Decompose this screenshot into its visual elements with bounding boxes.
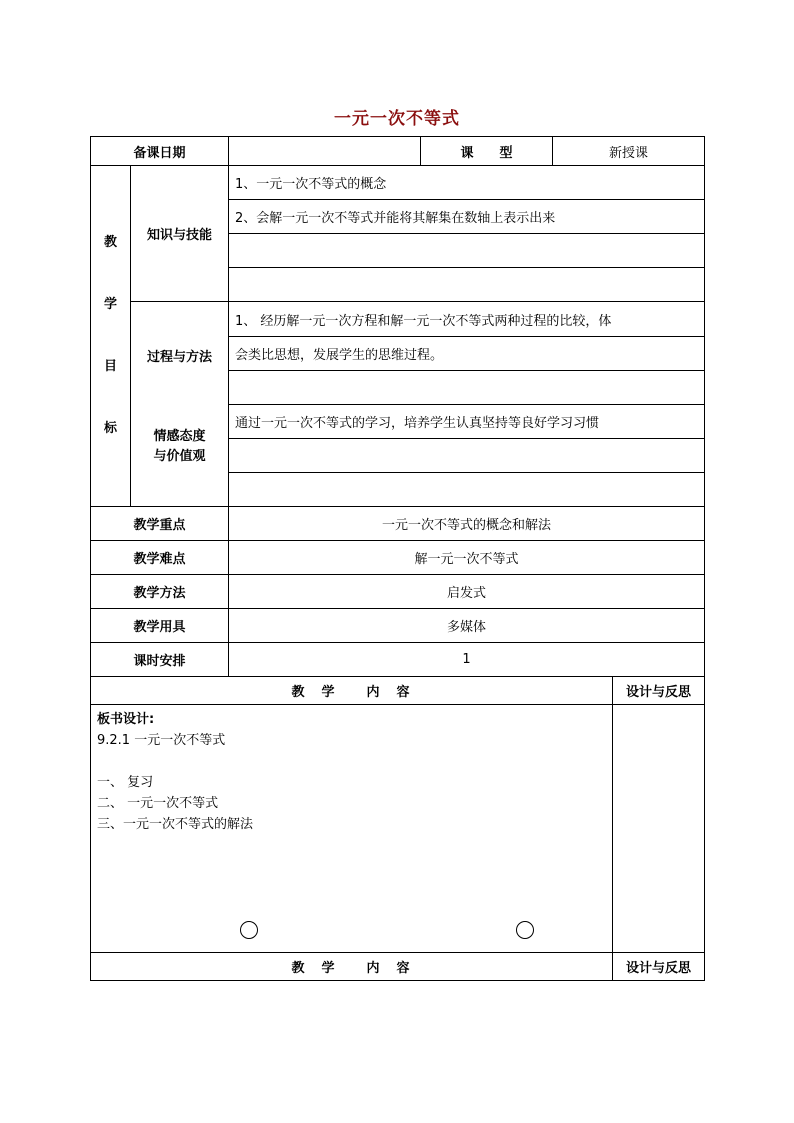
goals-char-1: 教 bbox=[103, 235, 117, 250]
board-item: 一、 复习 bbox=[97, 775, 154, 790]
knowledge-line bbox=[229, 234, 705, 268]
type-label: 课 型 bbox=[421, 137, 553, 166]
row-label: 教学方法 bbox=[91, 575, 229, 609]
row-value: 多媒体 bbox=[229, 609, 705, 643]
content-header-row bbox=[91, 677, 705, 705]
circle-mark bbox=[240, 921, 258, 939]
lesson-plan-table bbox=[90, 136, 705, 981]
row-label: 教学用具 bbox=[91, 609, 229, 643]
board-item: 三、一元一次不等式的解法 bbox=[97, 817, 254, 832]
process-emotion-label-cell bbox=[131, 302, 229, 507]
content-label: 教 学 内 容 bbox=[91, 953, 613, 981]
goals-group-cell bbox=[91, 166, 131, 507]
reflection-label: 设计与反思 bbox=[613, 677, 705, 705]
reflection-label: 设计与反思 bbox=[613, 953, 705, 981]
row-value: 解一元一次不等式 bbox=[229, 541, 705, 575]
page-title: 一元一次不等式 bbox=[334, 109, 460, 129]
content-label: 教 学 内 容 bbox=[91, 677, 613, 705]
footer-header-row bbox=[91, 953, 705, 981]
process-label: 过程与方法 bbox=[147, 350, 213, 365]
row-label: 课时安排 bbox=[91, 643, 229, 677]
board-cell bbox=[91, 705, 613, 953]
process-line: 会类比思想，发展学生的思维过程。 bbox=[229, 337, 705, 371]
emotion-line: 通过一元一次不等式的学习，培养学生认真坚持等良好学习习惯 bbox=[229, 405, 705, 439]
knowledge-line: 2、会解一元一次不等式并能将其解集在数轴上表示出来 bbox=[229, 200, 705, 234]
row-value: 一元一次不等式的概念和解法 bbox=[229, 507, 705, 541]
board-subtitle: 9.2.1 一元一次不等式 bbox=[97, 733, 226, 748]
goals-char-3: 目 bbox=[103, 359, 117, 374]
row-method bbox=[91, 575, 705, 609]
row-value: 1 bbox=[229, 643, 705, 677]
knowledge-label: 知识与技能 bbox=[131, 166, 229, 302]
circle-mark bbox=[516, 921, 534, 939]
emotion-line bbox=[229, 439, 705, 473]
row-schedule bbox=[91, 643, 705, 677]
goals-char-4: 标 bbox=[103, 421, 117, 436]
process-line bbox=[229, 371, 705, 405]
type-value: 新授课 bbox=[553, 137, 705, 166]
row-key-points bbox=[91, 507, 705, 541]
row-label: 教学难点 bbox=[91, 541, 229, 575]
board-item: 二、 一元一次不等式 bbox=[97, 796, 219, 811]
emotion-label-2: 与价值观 bbox=[153, 449, 206, 464]
row-label: 教学重点 bbox=[91, 507, 229, 541]
knowledge-line: 1、一元一次不等式的概念 bbox=[229, 166, 705, 200]
knowledge-line bbox=[229, 268, 705, 302]
goals-char-2: 学 bbox=[103, 297, 117, 312]
date-value bbox=[229, 137, 421, 166]
date-label: 备课日期 bbox=[91, 137, 229, 166]
row-tools bbox=[91, 609, 705, 643]
emotion-line bbox=[229, 473, 705, 507]
row-value: 启发式 bbox=[229, 575, 705, 609]
process-line: 1、 经历解一元一次方程和解一元一次不等式两种过程的比较，体 bbox=[229, 302, 705, 337]
board-row bbox=[91, 705, 705, 953]
reflection-cell bbox=[613, 705, 705, 953]
emotion-label-1: 情感态度 bbox=[153, 429, 206, 444]
header-row bbox=[91, 137, 705, 166]
board-heading: 板书设计: bbox=[97, 712, 155, 727]
row-difficult-points bbox=[91, 541, 705, 575]
